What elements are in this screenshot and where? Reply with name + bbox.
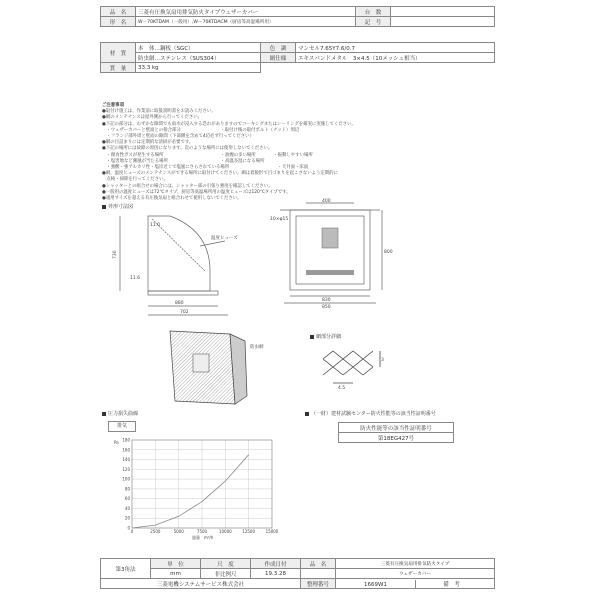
product-value-footer-2: ウェザーカバー (336, 569, 495, 579)
mesh-pattern (323, 351, 373, 375)
x-tick-label: 15000 (265, 529, 279, 534)
mesh-label: 網仕様 (261, 53, 296, 63)
isometric-view-drawing (155, 326, 275, 411)
chart-grid (132, 440, 272, 528)
note-line: ・ウェザーカバーと壁面との接合部分 ・取付け後の取付ボルト（ナット）周辺 (102, 127, 300, 133)
header-table (100, 6, 495, 27)
note-line: ●適用サイズを超える有圧換気扇と組合わせて使用しないでください。 (102, 196, 242, 202)
fuse-label: 温度ヒューズ (211, 236, 238, 241)
doc-value: 1669W1 (364, 581, 387, 588)
material-main: 本 体…鋼板（SGC） (136, 43, 261, 53)
chart-tag: 排気 (108, 421, 136, 432)
front-view-drawing (270, 198, 400, 308)
product-name: 三菱有圧換気扇用排気防火タイプウェザーカバー (136, 7, 356, 17)
product-label: 品 名 (101, 7, 136, 17)
x-tick-label: 10000 (218, 529, 232, 534)
x-axis-label: 風量 m³/h (192, 535, 214, 540)
notes-list (102, 109, 494, 202)
note-line: ・強酸・強アルカリ性・塩岸近くで塩風にさらされている場所 ・天井面・床面 (102, 165, 309, 171)
mass-label: 質 量 (101, 63, 136, 73)
note-line: ●シャッターとの組合せの場合には、シャッター部の引張り強度を確認してください。 (102, 183, 273, 189)
note-line: 点検・掃除を行ってください。 (102, 177, 168, 183)
note-line: ●網、温度ヒューズのメンテナンスができる場所に取付けてください。網は着脱形で目づまりを起こさないよう定期的に (102, 171, 338, 177)
scale-value: 非比例尺 (201, 569, 251, 579)
hole-label: 10×φ15 (270, 217, 289, 222)
product-label-footer: 品 名 (301, 559, 336, 569)
front-view-bottom-bar (306, 270, 354, 275)
qty-label: 台 数 (356, 7, 391, 17)
note-line: ●網のメンテナンスは屋外側から行ってください。 (102, 115, 203, 121)
qty-value (391, 7, 495, 17)
note-line: ・塩害地など潮風が当たる場所 ・高温多湿になる場所 (102, 158, 265, 164)
note-line: ・腐食性ガスが発生する場所 ・油煙の多い場所 ・振動しやすい場所 (102, 152, 313, 158)
y-tick-label: 0 (127, 525, 130, 531)
y-tick-label: 20 (124, 515, 130, 521)
date-value: 19.3.28 (251, 569, 301, 579)
cert-title: （一財）建材試験センター防火性能等の該当性証明番号 (305, 410, 436, 417)
mesh-detail-drawing (318, 341, 388, 391)
model-label: 形 名 (101, 17, 136, 27)
mesh-dim-3: 3 (381, 358, 384, 363)
x-tick-label: 5000 (173, 529, 184, 534)
angle-label: 第3角法 (101, 559, 151, 579)
spec-table (100, 42, 495, 73)
x-tick-label: 2500 (150, 529, 161, 534)
model-name: W－70KTDAM（一般用）,W－70KTDACM（厨房等高湿場所用） (136, 17, 356, 27)
material-label: 材 質 (101, 43, 136, 63)
remark-label: 備 考 (415, 580, 487, 588)
note-line: ●下記の場所には故障の原因になります。次のような場所には使用しないでください。 (102, 146, 273, 152)
dim-850: 850 (322, 305, 331, 310)
scale-label: 尺 度 (201, 559, 251, 569)
y-tick-label: 80 (124, 486, 130, 492)
cert-number: 第18EG427号 (339, 433, 454, 443)
dim-11-0: 11.0 (150, 223, 161, 228)
symbol-value (391, 17, 495, 27)
y-tick-label: 60 (124, 496, 130, 502)
side-view-drawing (110, 211, 238, 326)
side-view-flange (148, 291, 218, 295)
symbol-label: 記 号 (356, 17, 391, 27)
dim-702: 702 (180, 310, 189, 315)
product-value-footer: 三菱有圧換気扇用排気防火タイプ (336, 559, 495, 569)
mesh-detail-title: 網部分詳細 (310, 333, 341, 340)
spec-sheet (100, 6, 495, 600)
cert-header: 防火性能等の該当性証明番号 (339, 423, 454, 433)
date-label: 作成日付 (251, 559, 301, 569)
dim-730: 730 (113, 250, 118, 259)
y-tick-label: 140 (122, 457, 130, 463)
note-line: ●下記の部分は、わずかな隙間でも雨水が浸入する恐れがありますのでコーキングまたはシーリングを確実に実施してください。 (102, 121, 356, 127)
notes-title: ご注意事項 (102, 103, 124, 108)
notes-block (102, 103, 494, 202)
x-tick-label: 12500 (242, 529, 256, 534)
y-tick-label: 160 (122, 447, 130, 453)
unit-value: mm (151, 569, 201, 579)
y-tick-label: 180 (122, 437, 130, 443)
mesh-dim-4-5: 4.5 (338, 386, 346, 391)
front-view-outline (290, 210, 370, 290)
color-value: マンセル7.65Y7.6/0.7 (296, 43, 495, 53)
note-line: ●一般用の温度ヒューズは72℃タイプ、厨房等高温場所用の温度ヒューズは120℃タイプです。 (102, 189, 291, 195)
pressure-title: 圧力損失曲線 (102, 410, 138, 417)
outline-title: 外形寸法図 (102, 203, 133, 210)
footer-table (100, 558, 495, 589)
cert-table (338, 422, 454, 443)
y-tick-label: 40 (124, 505, 130, 511)
dim-400: 400 (322, 199, 331, 204)
y-axis-label: Pa (114, 440, 119, 445)
x-tick-label: 7500 (196, 529, 208, 534)
screen-label: 防虫網 (250, 345, 264, 350)
isometric-label-plate (193, 354, 209, 372)
color-label: 色 調 (261, 43, 296, 53)
dim-680: 880 (175, 301, 184, 306)
mesh-value: エキスパンドメタル 3×4.5（10メッシュ相当） (296, 53, 495, 63)
dim-830: 830 (322, 298, 331, 303)
y-tick-label: 120 (122, 466, 130, 472)
pressure-loss-chart (110, 434, 290, 544)
company-name: 三菱電機システムサービス株式会社 (101, 579, 301, 589)
note-line: ●取付け施工は、作業前に取扱説明書をお読みください。 (102, 109, 216, 115)
dim-11-6: 11.6 (130, 276, 141, 281)
note-line: ●網の目詰まりには定期的な清掃が必要です。 (102, 140, 194, 146)
unit-label: 単 位 (151, 559, 201, 569)
material-screen: 防虫網…ステンレス（SUS304） (136, 53, 261, 63)
series-line (132, 455, 249, 528)
doc-label: 整理番号 (301, 579, 336, 589)
mass-value: 33.3 kg (136, 63, 261, 73)
dim-800: 800 (384, 250, 393, 255)
note-line: ・フランジ部外周と壁面の隙間（下部側を含めて4辺必ず行ってください） (102, 134, 254, 140)
y-tick-label: 100 (122, 476, 130, 482)
x-tick-label: 0 (130, 529, 134, 534)
chart-ticks (122, 438, 278, 535)
front-view-label-plate (322, 228, 338, 248)
